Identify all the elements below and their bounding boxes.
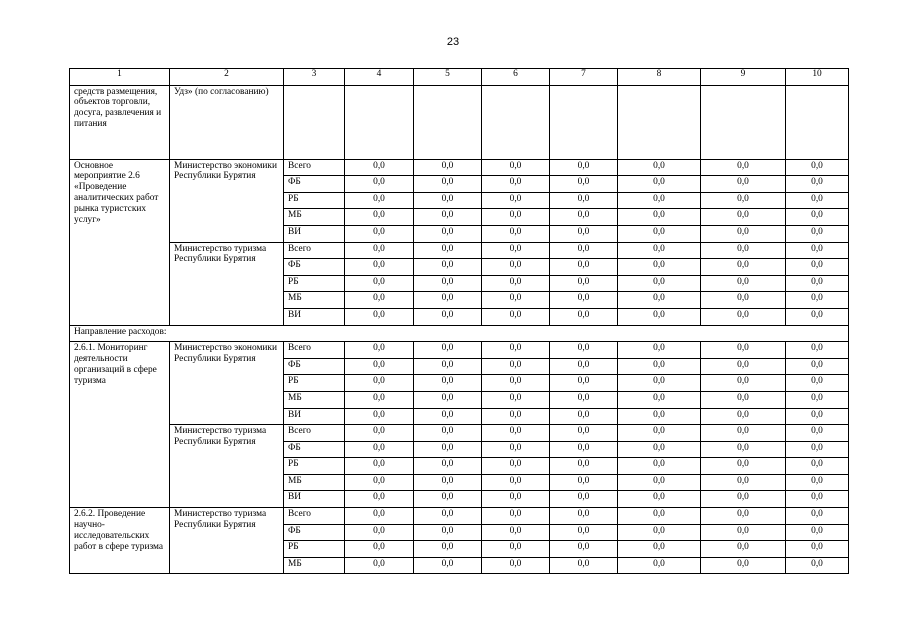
column-header: 5 xyxy=(414,69,482,86)
column-number-row xyxy=(70,69,849,86)
value-cell: 0,0 xyxy=(550,225,618,242)
value-cell: 0,0 xyxy=(414,275,482,292)
value-cell: 0,0 xyxy=(786,159,849,176)
value-cell: 0,0 xyxy=(482,458,550,475)
value-cell: 0,0 xyxy=(550,474,618,491)
measure-cell: 2.6.2. Проведение научно-исследовательских работ в сфере туризма xyxy=(70,508,170,574)
value-cell: 0,0 xyxy=(786,176,849,193)
empty-cell xyxy=(482,85,550,159)
value-cell: 0,0 xyxy=(414,375,482,392)
value-cell: 0,0 xyxy=(701,491,786,508)
value-cell: 0,0 xyxy=(345,491,414,508)
value-cell: 0,0 xyxy=(550,159,618,176)
value-cell: 0,0 xyxy=(550,192,618,209)
value-cell: 0,0 xyxy=(550,524,618,541)
column-header: 8 xyxy=(618,69,701,86)
value-cell: 0,0 xyxy=(414,159,482,176)
funding-source-cell: РБ xyxy=(284,275,345,292)
funding-source-cell: ФБ xyxy=(284,358,345,375)
value-cell: 0,0 xyxy=(786,491,849,508)
value-cell: 0,0 xyxy=(550,557,618,574)
value-cell: 0,0 xyxy=(414,192,482,209)
value-cell: 0,0 xyxy=(550,176,618,193)
column-header: 4 xyxy=(345,69,414,86)
section-label: Направление расходов: xyxy=(70,325,849,342)
value-cell: 0,0 xyxy=(414,391,482,408)
value-cell: 0,0 xyxy=(414,342,482,359)
value-cell: 0,0 xyxy=(618,458,701,475)
value-cell: 0,0 xyxy=(701,159,786,176)
value-cell: 0,0 xyxy=(618,408,701,425)
value-cell: 0,0 xyxy=(701,242,786,259)
value-cell: 0,0 xyxy=(786,342,849,359)
value-cell: 0,0 xyxy=(701,176,786,193)
value-cell: 0,0 xyxy=(701,458,786,475)
value-cell: 0,0 xyxy=(786,375,849,392)
value-cell: 0,0 xyxy=(414,508,482,525)
funding-source-cell: ВИ xyxy=(284,408,345,425)
value-cell: 0,0 xyxy=(550,358,618,375)
value-cell: 0,0 xyxy=(618,425,701,442)
value-cell: 0,0 xyxy=(618,358,701,375)
value-cell: 0,0 xyxy=(618,176,701,193)
value-cell: 0,0 xyxy=(345,159,414,176)
funding-source-cell: ФБ xyxy=(284,176,345,193)
value-cell: 0,0 xyxy=(482,408,550,425)
value-cell: 0,0 xyxy=(414,242,482,259)
table-row xyxy=(70,508,849,525)
value-cell: 0,0 xyxy=(482,225,550,242)
value-cell: 0,0 xyxy=(701,541,786,558)
funding-source-cell: Всего xyxy=(284,425,345,442)
value-cell: 0,0 xyxy=(618,225,701,242)
value-cell: 0,0 xyxy=(482,474,550,491)
value-cell: 0,0 xyxy=(414,408,482,425)
value-cell: 0,0 xyxy=(618,491,701,508)
value-cell: 0,0 xyxy=(550,308,618,325)
executor-cell: Министерство экономики Республики Бурятия xyxy=(170,342,284,425)
value-cell: 0,0 xyxy=(786,408,849,425)
value-cell: 0,0 xyxy=(701,375,786,392)
funding-source-cell: Всего xyxy=(284,242,345,259)
value-cell: 0,0 xyxy=(482,159,550,176)
value-cell: 0,0 xyxy=(482,192,550,209)
empty-cell xyxy=(618,85,701,159)
value-cell: 0,0 xyxy=(345,508,414,525)
executor-cell: Удз» (по согласованию) xyxy=(170,85,284,159)
value-cell: 0,0 xyxy=(550,408,618,425)
value-cell: 0,0 xyxy=(786,275,849,292)
value-cell: 0,0 xyxy=(786,308,849,325)
value-cell: 0,0 xyxy=(414,474,482,491)
value-cell: 0,0 xyxy=(701,408,786,425)
value-cell: 0,0 xyxy=(550,275,618,292)
value-cell: 0,0 xyxy=(786,225,849,242)
value-cell: 0,0 xyxy=(345,557,414,574)
value-cell: 0,0 xyxy=(482,308,550,325)
value-cell: 0,0 xyxy=(786,425,849,442)
value-cell: 0,0 xyxy=(786,458,849,475)
value-cell: 0,0 xyxy=(345,441,414,458)
value-cell: 0,0 xyxy=(345,342,414,359)
value-cell: 0,0 xyxy=(786,209,849,226)
value-cell: 0,0 xyxy=(550,441,618,458)
value-cell: 0,0 xyxy=(482,491,550,508)
value-cell: 0,0 xyxy=(482,242,550,259)
value-cell: 0,0 xyxy=(701,425,786,442)
value-cell: 0,0 xyxy=(618,508,701,525)
value-cell: 0,0 xyxy=(345,541,414,558)
value-cell: 0,0 xyxy=(550,491,618,508)
value-cell: 0,0 xyxy=(345,275,414,292)
column-header: 6 xyxy=(482,69,550,86)
funding-source-cell: ВИ xyxy=(284,225,345,242)
column-header: 9 xyxy=(701,69,786,86)
value-cell: 0,0 xyxy=(345,375,414,392)
funding-source-cell: Всего xyxy=(284,159,345,176)
value-cell: 0,0 xyxy=(701,358,786,375)
funding-source-cell: РБ xyxy=(284,541,345,558)
value-cell: 0,0 xyxy=(701,441,786,458)
value-cell: 0,0 xyxy=(618,259,701,276)
value-cell: 0,0 xyxy=(786,242,849,259)
value-cell: 0,0 xyxy=(618,375,701,392)
value-cell: 0,0 xyxy=(482,342,550,359)
value-cell: 0,0 xyxy=(786,292,849,309)
empty-cell xyxy=(701,85,786,159)
empty-cell xyxy=(284,85,345,159)
value-cell: 0,0 xyxy=(414,209,482,226)
section-row xyxy=(70,325,849,342)
value-cell: 0,0 xyxy=(701,275,786,292)
funding-source-cell: МБ xyxy=(284,391,345,408)
column-header: 3 xyxy=(284,69,345,86)
value-cell: 0,0 xyxy=(786,557,849,574)
value-cell: 0,0 xyxy=(414,491,482,508)
value-cell: 0,0 xyxy=(786,508,849,525)
value-cell: 0,0 xyxy=(618,242,701,259)
value-cell: 0,0 xyxy=(550,508,618,525)
value-cell: 0,0 xyxy=(414,524,482,541)
value-cell: 0,0 xyxy=(786,524,849,541)
value-cell: 0,0 xyxy=(482,557,550,574)
value-cell: 0,0 xyxy=(482,275,550,292)
funding-source-cell: Всего xyxy=(284,508,345,525)
value-cell: 0,0 xyxy=(701,259,786,276)
table-row xyxy=(70,159,849,176)
value-cell: 0,0 xyxy=(618,192,701,209)
value-cell: 0,0 xyxy=(345,425,414,442)
value-cell: 0,0 xyxy=(345,192,414,209)
value-cell: 0,0 xyxy=(550,425,618,442)
value-cell: 0,0 xyxy=(618,159,701,176)
funding-source-cell: МБ xyxy=(284,292,345,309)
empty-cell xyxy=(345,85,414,159)
value-cell: 0,0 xyxy=(345,308,414,325)
executor-cell: Министерство туризма Республики Бурятия xyxy=(170,508,284,574)
value-cell: 0,0 xyxy=(482,508,550,525)
funding-source-cell: ВИ xyxy=(284,308,345,325)
table-row xyxy=(70,425,849,442)
value-cell: 0,0 xyxy=(414,358,482,375)
value-cell: 0,0 xyxy=(414,292,482,309)
value-cell: 0,0 xyxy=(701,342,786,359)
table-row xyxy=(70,342,849,359)
value-cell: 0,0 xyxy=(786,358,849,375)
value-cell: 0,0 xyxy=(550,259,618,276)
value-cell: 0,0 xyxy=(414,458,482,475)
value-cell: 0,0 xyxy=(345,358,414,375)
value-cell: 0,0 xyxy=(482,375,550,392)
funding-source-cell: ФБ xyxy=(284,524,345,541)
value-cell: 0,0 xyxy=(345,259,414,276)
value-cell: 0,0 xyxy=(618,292,701,309)
value-cell: 0,0 xyxy=(414,308,482,325)
value-cell: 0,0 xyxy=(345,225,414,242)
value-cell: 0,0 xyxy=(786,192,849,209)
value-cell: 0,0 xyxy=(618,209,701,226)
funding-source-cell: РБ xyxy=(284,458,345,475)
funding-source-cell: МБ xyxy=(284,557,345,574)
value-cell: 0,0 xyxy=(550,242,618,259)
value-cell: 0,0 xyxy=(550,292,618,309)
value-cell: 0,0 xyxy=(618,308,701,325)
value-cell: 0,0 xyxy=(414,176,482,193)
value-cell: 0,0 xyxy=(482,176,550,193)
value-cell: 0,0 xyxy=(786,259,849,276)
funding-source-cell: РБ xyxy=(284,375,345,392)
value-cell: 0,0 xyxy=(414,425,482,442)
funding-source-cell: ВИ xyxy=(284,491,345,508)
value-cell: 0,0 xyxy=(701,192,786,209)
funding-source-cell: МБ xyxy=(284,474,345,491)
value-cell: 0,0 xyxy=(550,375,618,392)
column-header: 2 xyxy=(170,69,284,86)
empty-cell xyxy=(414,85,482,159)
value-cell: 0,0 xyxy=(701,209,786,226)
value-cell: 0,0 xyxy=(345,242,414,259)
value-cell: 0,0 xyxy=(482,391,550,408)
value-cell: 0,0 xyxy=(414,441,482,458)
value-cell: 0,0 xyxy=(550,391,618,408)
value-cell: 0,0 xyxy=(345,176,414,193)
value-cell: 0,0 xyxy=(701,308,786,325)
value-cell: 0,0 xyxy=(550,342,618,359)
executor-cell: Министерство туризма Республики Бурятия xyxy=(170,425,284,508)
funding-source-cell: ФБ xyxy=(284,259,345,276)
value-cell: 0,0 xyxy=(618,557,701,574)
value-cell: 0,0 xyxy=(414,259,482,276)
value-cell: 0,0 xyxy=(345,292,414,309)
table-row xyxy=(70,242,849,259)
measure-cell: Основное мероприятие 2.6 «Проведение аналитических работ рынка туристских услуг» xyxy=(70,159,170,325)
value-cell: 0,0 xyxy=(618,524,701,541)
value-cell: 0,0 xyxy=(345,474,414,491)
column-header: 7 xyxy=(550,69,618,86)
funding-source-cell: ФБ xyxy=(284,441,345,458)
measure-cell: средств размещения, объектов торговли, досуга, развлечения и питания xyxy=(70,85,170,159)
value-cell: 0,0 xyxy=(482,259,550,276)
value-cell: 0,0 xyxy=(482,524,550,541)
executor-cell: Министерство туризма Республики Бурятия xyxy=(170,242,284,325)
value-cell: 0,0 xyxy=(414,225,482,242)
budget-table xyxy=(69,68,849,574)
continuation-row xyxy=(70,85,849,159)
value-cell: 0,0 xyxy=(701,508,786,525)
value-cell: 0,0 xyxy=(550,209,618,226)
funding-source-cell: Всего xyxy=(284,342,345,359)
value-cell: 0,0 xyxy=(345,524,414,541)
executor-cell: Министерство экономики Республики Бурятия xyxy=(170,159,284,242)
empty-cell xyxy=(786,85,849,159)
value-cell: 0,0 xyxy=(550,541,618,558)
value-cell: 0,0 xyxy=(345,209,414,226)
value-cell: 0,0 xyxy=(618,541,701,558)
value-cell: 0,0 xyxy=(701,557,786,574)
value-cell: 0,0 xyxy=(701,225,786,242)
value-cell: 0,0 xyxy=(786,541,849,558)
value-cell: 0,0 xyxy=(618,474,701,491)
value-cell: 0,0 xyxy=(618,391,701,408)
column-header: 10 xyxy=(786,69,849,86)
measure-cell: 2.6.1. Мониторинг деятельности организаций в сфере туризма xyxy=(70,342,170,508)
value-cell: 0,0 xyxy=(482,441,550,458)
value-cell: 0,0 xyxy=(701,292,786,309)
page-number: 23 xyxy=(446,36,460,48)
value-cell: 0,0 xyxy=(618,441,701,458)
value-cell: 0,0 xyxy=(482,209,550,226)
value-cell: 0,0 xyxy=(345,391,414,408)
value-cell: 0,0 xyxy=(786,391,849,408)
value-cell: 0,0 xyxy=(414,541,482,558)
value-cell: 0,0 xyxy=(482,541,550,558)
value-cell: 0,0 xyxy=(701,474,786,491)
value-cell: 0,0 xyxy=(345,458,414,475)
empty-cell xyxy=(550,85,618,159)
value-cell: 0,0 xyxy=(786,441,849,458)
value-cell: 0,0 xyxy=(701,524,786,541)
funding-source-cell: МБ xyxy=(284,209,345,226)
value-cell: 0,0 xyxy=(345,408,414,425)
column-header: 1 xyxy=(70,69,170,86)
value-cell: 0,0 xyxy=(414,557,482,574)
value-cell: 0,0 xyxy=(618,275,701,292)
value-cell: 0,0 xyxy=(482,425,550,442)
value-cell: 0,0 xyxy=(618,342,701,359)
value-cell: 0,0 xyxy=(550,458,618,475)
funding-source-cell: РБ xyxy=(284,192,345,209)
value-cell: 0,0 xyxy=(786,474,849,491)
value-cell: 0,0 xyxy=(482,292,550,309)
value-cell: 0,0 xyxy=(701,391,786,408)
value-cell: 0,0 xyxy=(482,358,550,375)
